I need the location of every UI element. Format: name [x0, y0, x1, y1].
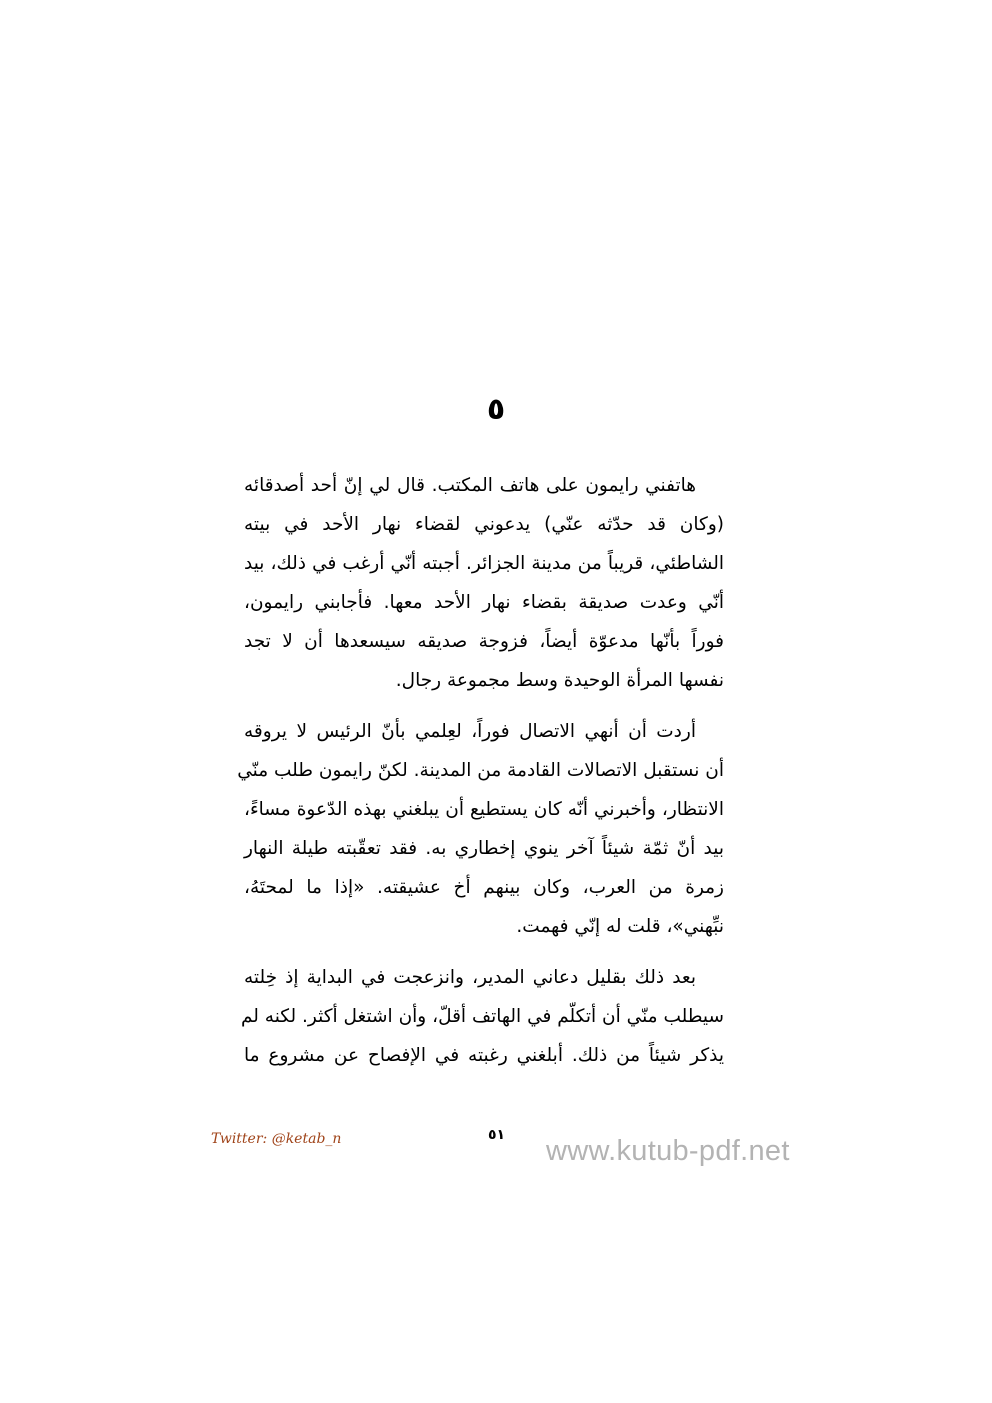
text-line: الانتظار، وأخبرني أنّه كان يستطيع أن يبلغني بهذه الدّعوة مساءً، [244, 799, 724, 820]
text-line: أنّي وعدت صديقة بقضاء نهار الأحد معها. فأجابني رايمون، [244, 592, 724, 613]
text-line: أن نستقبل الاتصالات القادمة من المدينة. لكنّ رايمون طلب منّي [237, 760, 724, 781]
chapter-number: ٥ [486, 392, 506, 427]
text-line: سيطلب منّي أن أتكلّم في الهاتف أقلّ، وأن اشتغل أكثر. لكنه لم [240, 1006, 724, 1027]
text-line: هاتفني رايمون على هاتف المكتب. قال لي إنّ أحد أصدقائه [244, 475, 696, 496]
text-line: الشاطئي، قريباً من مدينة الجزائر. أجبته أنّي أرغب في ذلك، بيد [244, 553, 724, 574]
page-number: ٥١ [488, 1127, 506, 1143]
text-line: نفسها المرأة الوحيدة وسط مجموعة رجال. [395, 670, 724, 691]
text-line: فوراً بأنّها مدعوّة أيضاً، فزوجة صديقه سيسعدها أن لا تجد [244, 631, 724, 652]
body-text [237, 466, 752, 1087]
text-line: نبِّهني»، قلت له إنّي فهمت. [516, 916, 724, 937]
watermark: www.kutub-pdf.net [546, 1135, 790, 1167]
text-line: بيد أنّ ثمّة شيئاً آخر ينوي إخطاري به. فقد تعقّبته طيلة النهار [244, 838, 724, 859]
text-line: زمرة من العرب، وكان بينهم أخ عشيقته. «إذا ما لمحتَهُ، [244, 877, 724, 898]
text-line: بعد ذلك بقليل دعاني المدير، وانزعجت في البداية إذ خِلته [244, 967, 696, 988]
text-line: (وكان قد حدّثه عنّي) يدعوني لقضاء نهار الأحد في بيته [244, 514, 724, 535]
twitter-handle: Twitter: @ketab_n [211, 1131, 342, 1147]
text-line: أردت أن أنهي الاتصال فوراً، لعِلمي بأنّ الرئيس لا يروقه [244, 721, 696, 742]
paragraph-2 [237, 712, 752, 946]
text-line: يذكر شيئاً من ذلك. أبلغني رغبته في الإفصاح عن مشروع ما [244, 1045, 724, 1066]
paragraph-3 [240, 958, 752, 1075]
paragraph-1 [244, 466, 752, 700]
